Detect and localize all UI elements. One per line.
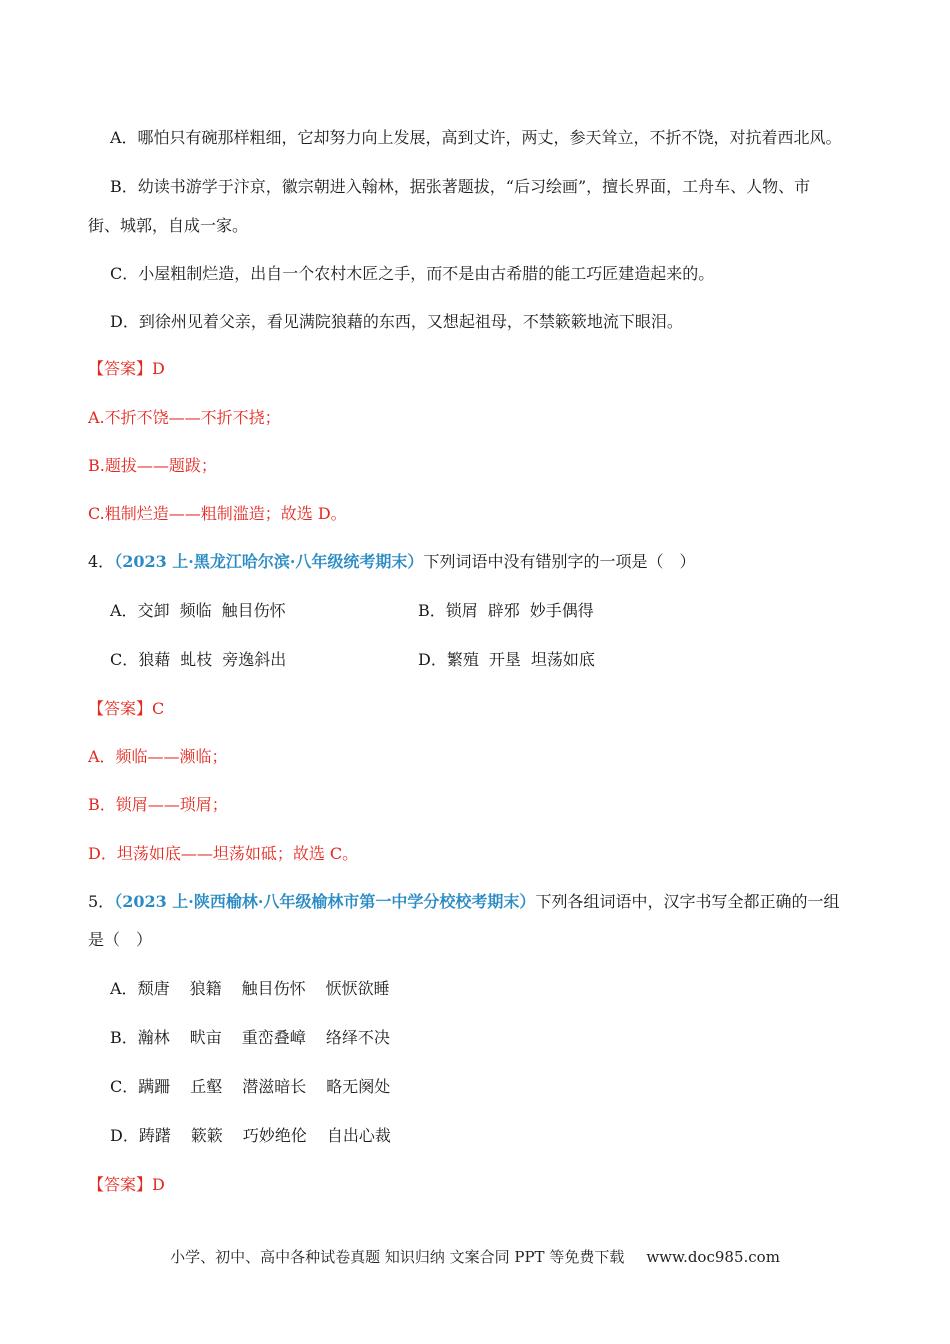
q4-explain-3: D．坦荡如底——坦荡如砥；故选 C。: [88, 844, 359, 863]
q5-answer: [88, 1175, 165, 1195]
footer-url[interactable]: www.doc985.com: [646, 1248, 780, 1266]
q3-option-d: D．到徐州见着父亲，看见满院狼藉的东西，又想起祖母，不禁簌簌地流下眼泪。: [110, 312, 683, 331]
q4-stem: [88, 552, 695, 572]
answer-value: D: [152, 1175, 165, 1194]
q4-option-d: D．繁殖 开垦 坦荡如底: [418, 650, 595, 669]
q3-option-b-line1: B．幼读书游学于汴京，徽宗朝进入翰林，据张著题拔，“后习绘画”，擅长界面，工舟车、人物、市: [110, 177, 811, 196]
question-text: 下列各组词语中，汉字书写全都正确的一组: [535, 892, 840, 911]
q3-explain-3: C.粗制烂造——粗制滥造；故选 D。: [88, 504, 347, 523]
q4-explain-1: A．频临——濒临；: [88, 747, 228, 766]
q3-explain-2: B.题拔——题跋；: [88, 456, 217, 475]
answer-value: D: [152, 359, 165, 378]
q4-explain-2: B．锁屑——琐屑；: [88, 795, 228, 814]
q5-option-a: A．颓唐 狼籍 触目伤怀 恹恹欲睡: [110, 979, 390, 998]
q4-answer: [88, 699, 164, 719]
footer-text: 小学、初中、高中各种试卷真题 知识归纳 文案合同 PPT 等免费下载: [170, 1248, 625, 1266]
question-source: （2023 上·黑龙江哈尔滨·八年级统考期末）: [114, 552, 424, 571]
q5-option-b: B．瀚林 畎亩 重峦叠嶂 络绎不决: [110, 1028, 390, 1047]
question-source: （2023 上·陕西榆林·八年级榆林市第一中学分校校考期末）: [114, 892, 536, 911]
answer-label: 【答案】: [88, 699, 153, 718]
q3-answer: [88, 359, 165, 379]
page-footer: [0, 1246, 950, 1267]
q3-explain-1: A.不折不饶——不折不挠；: [88, 408, 281, 427]
answer-label: 【答案】: [88, 359, 153, 378]
q3-option-b-line2: 街、城郭，自成一家。: [88, 216, 249, 235]
q4-option-b: B．锁屑 辟邪 妙手偶得: [418, 601, 594, 620]
question-text: 下列词语中没有错别字的一项是（ ）: [423, 552, 696, 571]
q4-option-c: C．狼藉 虬枝 旁逸斜出: [110, 650, 287, 669]
q5-option-d: D．踌躇 簌簌 巧妙绝伦 自出心裁: [110, 1126, 391, 1145]
q4-option-a: A．交卸 频临 触目伤怀: [110, 601, 286, 620]
answer-value: C: [152, 699, 165, 718]
question-number: 4．: [88, 552, 115, 571]
question-number: 5．: [88, 892, 115, 911]
q5-option-c: C．蹒跚 丘壑 潜滋暗长 略无阕处: [110, 1077, 391, 1096]
q3-option-c: C．小屋粗制烂造，出自一个农村木匠之手，而不是由古希腊的能工巧匠建造起来的。: [110, 264, 715, 283]
q3-option-a: A．哪怕只有碗那样粗细，它却努力向上发展，高到丈许，两丈，参天耸立，不折不饶，对抗着西北风。: [110, 128, 842, 147]
q5-stem-line1: [88, 892, 839, 912]
answer-label: 【答案】: [88, 1175, 153, 1194]
q5-stem-line2: 是（ ）: [88, 930, 153, 949]
